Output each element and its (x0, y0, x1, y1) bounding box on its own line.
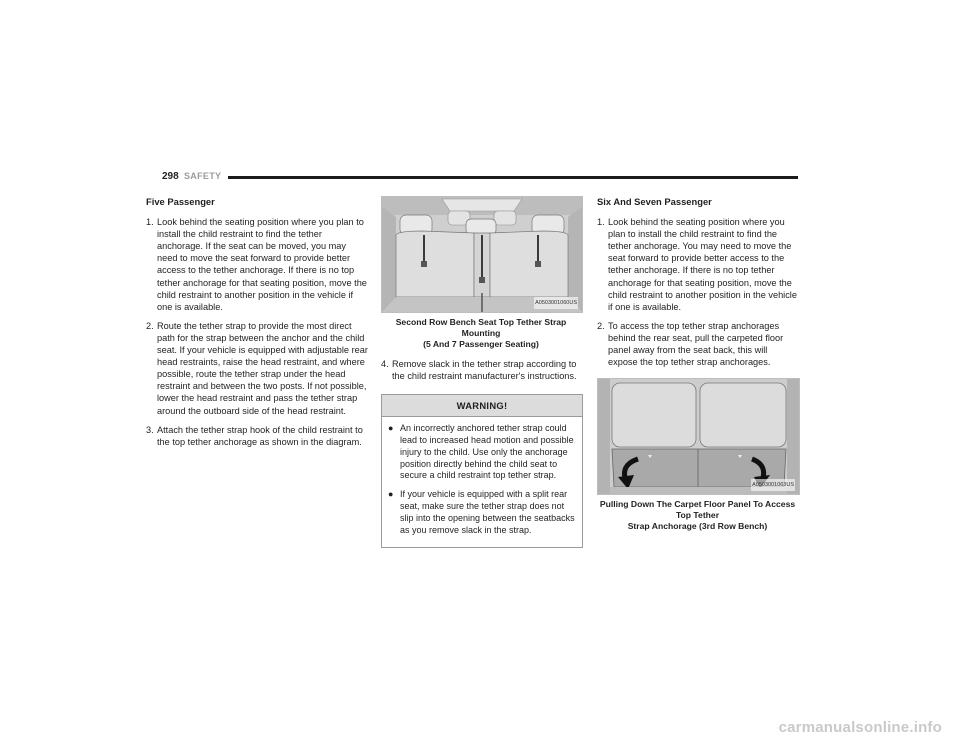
step-item: 3. Attach the tether strap hook of the child restraint to the top tether anchorage as shown in the diagram. (146, 424, 363, 447)
five-passenger-heading: Five Passenger (146, 196, 215, 207)
bullet-icon: ● (388, 423, 394, 434)
site-watermark: carmanualsonline.info (778, 719, 942, 736)
warning-item: ● An incorrectly anchored tether strap could lead to increased head motion and possible injury to the child. Use only the anchorage position directly behind the child seat to secure a child restraint top tether strap. (388, 423, 574, 481)
six-seven-passenger-steps (597, 216, 798, 368)
middle-steps (381, 358, 581, 382)
warning-box (381, 394, 583, 548)
header-rule (228, 176, 798, 179)
five-passenger-steps (146, 216, 368, 448)
figure-caption: Pulling Down The Carpet Floor Panel To Access Top Tether Strap Anchorage (3rd Row Bench) (599, 499, 796, 532)
carpet-floor-panel-figure (597, 378, 800, 495)
step-item: 1. Look behind the seating position where you plan to install the child restraint to find the tether anchorage. If the seat can be moved, you may need to move the seat forward to provide better access to the tether anchorage. If there is no top tether anchorage for that seating position, move the child restraint to another position in the vehicle if one is available. (146, 217, 367, 312)
step-item: 2. Route the tether strap to provide the most direct path for the strap between the anchor and the child seat. If your vehicle is equipped with adjustable rear head restraints, raise the head restraint, and where possible, route the tether strap under the head restraint and between the two posts. If not possible, lower the head restraint and pass the tether strap around the outboard side of the head restraint. (146, 320, 368, 416)
figure-code: A0503001063US (751, 479, 795, 491)
page-header (162, 171, 798, 185)
column-left (146, 196, 368, 455)
section-title: SAFETY (184, 171, 222, 181)
column-right (597, 196, 798, 540)
warning-item: ● If your vehicle is equipped with a split rear seat, make sure the tether strap does not slip into the opening between the seatbacks as you remove slack in the strap. (388, 489, 575, 535)
six-seven-passenger-heading: Six And Seven Passenger (597, 196, 712, 207)
second-row-tether-figure (381, 196, 583, 313)
figure-code: A0503001060US (534, 297, 578, 309)
warning-list (382, 417, 582, 547)
step-item: 4. Remove slack in the tether strap according to the child restraint manufacturer's instructions. (381, 359, 577, 382)
warning-title: WARNING! (382, 395, 582, 417)
second-row-seat-illustration (382, 197, 582, 312)
bullet-icon: ● (388, 489, 394, 500)
third-row-floor-illustration (598, 379, 799, 494)
figure-caption: Second Row Bench Seat Top Tether Strap Mounting (5 And 7 Passenger Seating) (395, 317, 567, 349)
step-item: 1. Look behind the seating position where you plan to install the child restraint to find the tether anchorage. You may need to move the seat forward to provide better access to the tether anchorage. If there is no top tether anchorage for that seating position, move the child restraint to another position in the vehicle if one is available. (597, 217, 797, 312)
step-item: 2. To access the top tether strap anchorages behind the rear seat, pull the carpeted floor panel away from the seat back, this will expose the top tether strap anchorages. (597, 320, 784, 368)
column-middle (381, 196, 581, 548)
page-number: 298 (162, 171, 179, 182)
